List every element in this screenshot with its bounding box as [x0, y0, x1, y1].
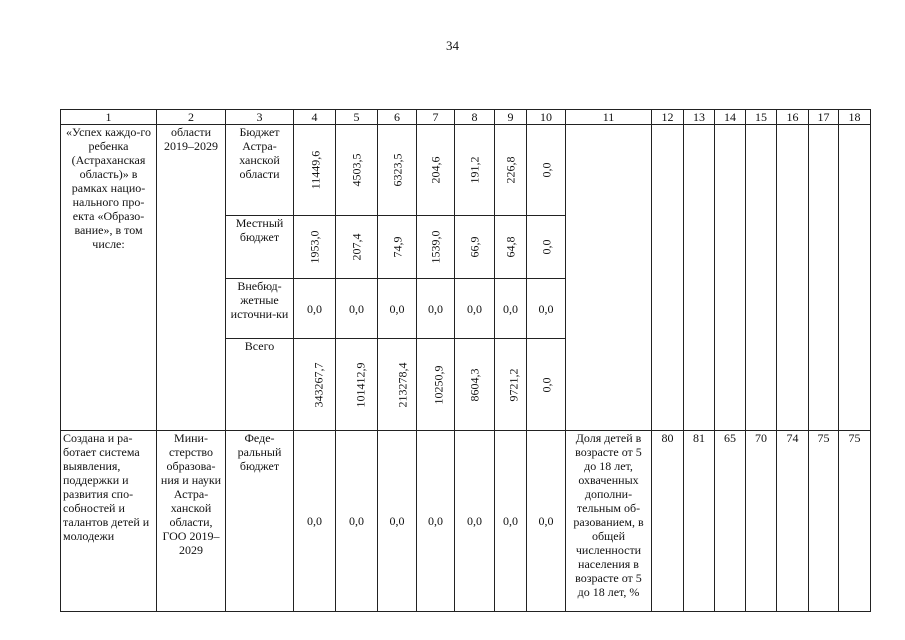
- target-cell: 70: [746, 431, 777, 612]
- target-cell: 75: [809, 431, 839, 612]
- col-header: 11: [566, 110, 652, 125]
- value-cell: 4503,5: [336, 125, 378, 216]
- funding-source: Бюджет Астра-ханской области: [226, 125, 294, 216]
- value-cell: 0,0: [455, 431, 495, 612]
- col-header: 14: [715, 110, 746, 125]
- target-cell: [715, 125, 746, 431]
- col-header: 12: [652, 110, 684, 125]
- target-cell: 81: [684, 431, 715, 612]
- value-cell: 226,8: [495, 125, 527, 216]
- col-header: 5: [336, 110, 378, 125]
- target-cell: [652, 125, 684, 431]
- value-cell: 6323,5: [378, 125, 417, 216]
- target-cell: [684, 125, 715, 431]
- value-cell: 0,0: [495, 279, 527, 339]
- table-row: [61, 125, 871, 216]
- value-cell: 0,0: [417, 279, 455, 339]
- target-cell: 80: [652, 431, 684, 612]
- table-row: [61, 431, 871, 612]
- col-header: 8: [455, 110, 495, 125]
- col-header: 18: [839, 110, 871, 125]
- value-cell: 66,9: [455, 216, 495, 279]
- value-cell: 207,4: [336, 216, 378, 279]
- value-cell: 0,0: [417, 431, 455, 612]
- target-cell: [746, 125, 777, 431]
- col-header: 15: [746, 110, 777, 125]
- indicator-cell: [566, 125, 652, 431]
- value-cell: 10250,9: [417, 339, 455, 431]
- value-cell: 101412,9: [336, 339, 378, 431]
- value-cell: 213278,4: [378, 339, 417, 431]
- value-cell: 191,2: [455, 125, 495, 216]
- value-cell: 8604,3: [455, 339, 495, 431]
- value-cell: 0,0: [527, 279, 566, 339]
- col-header: 6: [378, 110, 417, 125]
- col-header: 1: [61, 110, 157, 125]
- funding-source: Местный бюджет: [226, 216, 294, 279]
- value-cell: 343267,7: [294, 339, 336, 431]
- value-cell: 0,0: [378, 431, 417, 612]
- page-number: 34: [446, 38, 459, 53]
- col-header: 9: [495, 110, 527, 125]
- value-cell: 74,9: [378, 216, 417, 279]
- funding-source: Феде-ральный бюджет: [226, 431, 294, 612]
- col-header: 2: [157, 110, 226, 125]
- value-cell: 0,0: [495, 431, 527, 612]
- value-cell: 11449,6: [294, 125, 336, 216]
- funding-source: Всего: [226, 339, 294, 431]
- value-cell: 0,0: [294, 431, 336, 612]
- col-header: 3: [226, 110, 294, 125]
- funding-source: Внебюд-жетные источни-ки: [226, 279, 294, 339]
- value-cell: 0,0: [527, 431, 566, 612]
- value-cell: 0,0: [527, 125, 566, 216]
- value-cell: 0,0: [527, 339, 566, 431]
- value-cell: 204,6: [417, 125, 455, 216]
- value-cell: 0,0: [336, 279, 378, 339]
- event-executor: Мини-стерство образова-ния и науки Астра-ханской области, ГОО 2019–2029: [157, 431, 226, 612]
- value-cell: 0,0: [455, 279, 495, 339]
- target-cell: [839, 125, 871, 431]
- target-cell: 74: [777, 431, 809, 612]
- value-cell: 0,0: [378, 279, 417, 339]
- value-cell: 0,0: [527, 216, 566, 279]
- target-cell: 65: [715, 431, 746, 612]
- value-cell: 0,0: [336, 431, 378, 612]
- target-cell: 75: [839, 431, 871, 612]
- col-header: 4: [294, 110, 336, 125]
- col-header: 13: [684, 110, 715, 125]
- col-header: 10: [527, 110, 566, 125]
- value-cell: 64,8: [495, 216, 527, 279]
- col-header: 17: [809, 110, 839, 125]
- event-period: области 2019–2029: [157, 125, 226, 431]
- value-cell: 9721,2: [495, 339, 527, 431]
- value-cell: 1539,0: [417, 216, 455, 279]
- program-table: [60, 109, 871, 612]
- target-cell: [777, 125, 809, 431]
- col-header: 7: [417, 110, 455, 125]
- header-row: [61, 110, 871, 125]
- indicator-cell: Доля детей в возрасте от 5 до 18 лет, охваченных дополни-тельным об-разованием, в общей численности населения в возрасте от 5 до 18 лет, %: [566, 431, 652, 612]
- value-cell: 0,0: [294, 279, 336, 339]
- target-cell: [809, 125, 839, 431]
- event-description: «Успех каждо-го ребенка (Астраханская область)» в рамках нацио-нального про-екта «Образо-вание», в том числе:: [61, 125, 157, 431]
- event-description: Создана и ра-ботает система выявления, поддержки и развития спо-собностей и талантов детей и молодежи: [61, 431, 157, 612]
- col-header: 16: [777, 110, 809, 125]
- value-cell: 1953,0: [294, 216, 336, 279]
